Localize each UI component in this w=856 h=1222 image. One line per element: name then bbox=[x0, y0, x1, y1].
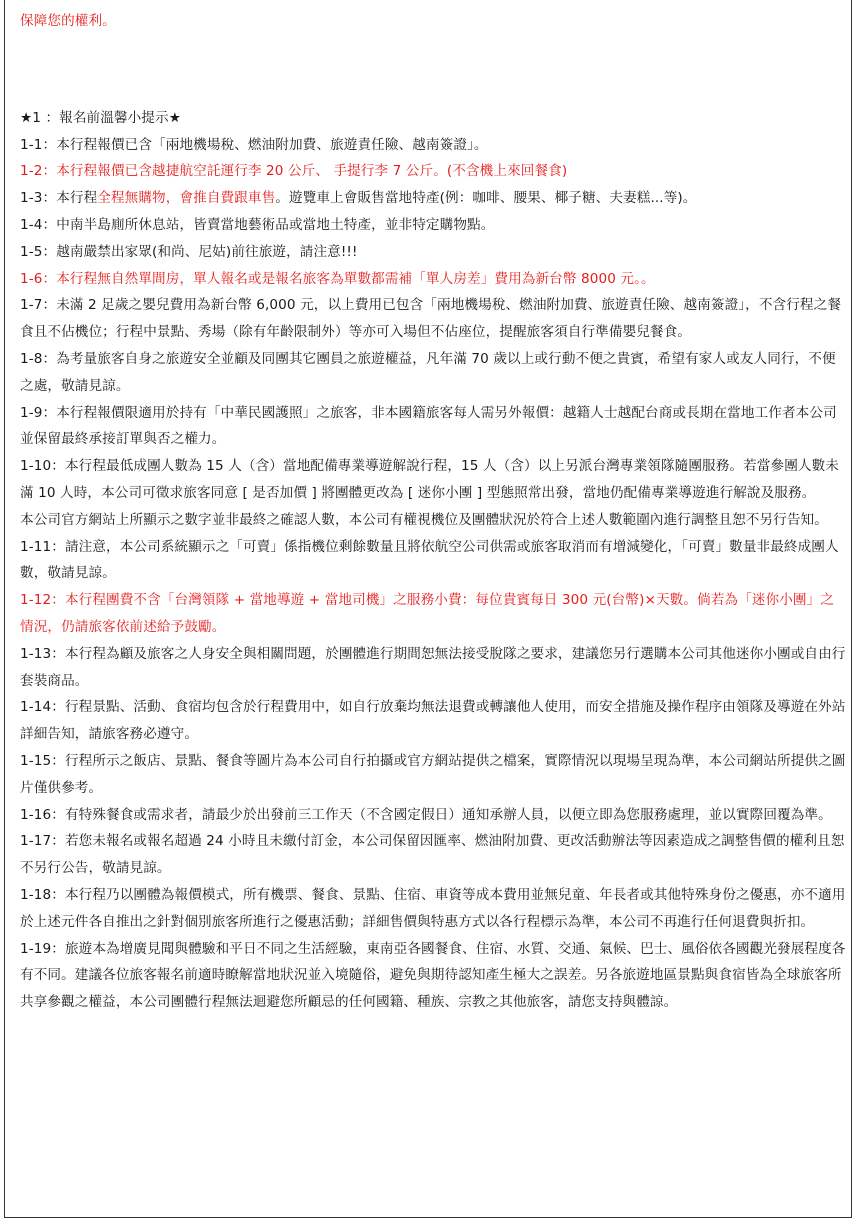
note-item bbox=[20, 802, 846, 829]
note-item bbox=[20, 694, 846, 748]
note-item bbox=[20, 239, 846, 266]
note-text: 1-5：越南嚴禁出家眾(和尚、尼姑)前往旅遊，請注意!!! bbox=[20, 243, 358, 260]
notes-list bbox=[20, 132, 846, 1016]
note-text: 1-16：有特殊餐食或需求者，請最少於出發前三工作天（不含國定假日）通知承辦人員，以便立即為您服務處理，並以實際回覆為準。 bbox=[20, 806, 832, 823]
note-item bbox=[20, 748, 846, 802]
note-text: 1-13：本行程為顧及旅客之人身安全與相關問題，於團體進行期間恕無法接受脫隊之要求，建議您另行選購本公司其他迷你小團或自由行套裝商品。 bbox=[20, 645, 846, 689]
note-text: 1-3：本行程 bbox=[20, 190, 98, 207]
note-highlight: 全程無購物，會推自費跟車售 bbox=[97, 190, 276, 207]
note-text: 1-19：旅遊本為增廣見聞與體驗和平日不同之生活經驗，東南亞各國餐食、住宿、水質、交通、氣候、巴士、風俗依各國觀光發展程度各有不同。建議各位旅客報名前適時瞭解當地狀況並入境隨俗，避免與期待認知產生極大之誤差。另各旅遊地區景點與食宿皆為全球旅客所共享參觀之權益，本公司團體行程無法迴避您所顧忌的任何國籍、種族、宗教之其他旅客，請您支持與體諒。 bbox=[20, 940, 846, 1011]
note-text: 1-10：本行程最低成團人數為 15 人（含）當地配備專業導遊解說行程，15 人（含）以上另派台灣專業領隊隨團服務。若當參團人數未滿 10 人時，本公司可徵求旅客同意 [ 是否加價 ] 將團體更改為 [ 迷你小團 ] 型態照常出發，當地仍配備專業導遊進行解說及服務。 bbox=[20, 458, 839, 501]
note-text: 1-4：中南半島廁所休息站，皆賣當地藝術品或當地土特產，並非特定購物點。 bbox=[20, 216, 495, 233]
notice-content bbox=[20, 8, 846, 1016]
note-highlight: 1-12：本行程團費不含「台灣領隊 + 當地導遊 + 當地司機」之服務小費：每位貴賓每日 300 元(台幣)×天數。倘若為「迷你小團」之情況，仍請旅客依前述給予鼓勵。 bbox=[20, 592, 834, 635]
note-item bbox=[20, 453, 846, 507]
note-highlight: 報價已含越捷航空託運行李 20 公斤、 手提行李 7 公斤。(不含機上來回餐食) bbox=[97, 163, 568, 180]
note-item bbox=[20, 266, 846, 293]
note-item bbox=[20, 212, 846, 239]
note-item bbox=[20, 828, 846, 882]
note-text: 1-18：本行程乃以團體為報價模式，所有機票、餐食、景點、住宿、車資等成本費用並無兒童、年長者或其他特殊身份之優惠，亦不適用於上述元件各自推出之針對個別旅客所進行之優惠活動；詳細售價與特惠方式以各行程標示為準，本公司不再進行任何退費與折扣。 bbox=[20, 886, 846, 930]
note-text: 1-9：本行程報價限適用於持有「中華民國護照」之旅客，非本國籍旅客每人需另外報價：越籍人士越配台商或長期在當地工作者本公司並保留最終承接訂單與否之權力。 bbox=[20, 404, 837, 448]
note-text: 1-11：請注意，本公司系統顯示之「可賣」係指機位剩餘數量且將依航空公司供需或旅客取消而有增減變化，「可賣」數量非最終成團人數，敬請見諒。 bbox=[20, 538, 839, 582]
spacer bbox=[20, 35, 846, 105]
note-item bbox=[20, 158, 846, 185]
note-item bbox=[20, 292, 846, 346]
note-text: 1-17：若您未報名或報名超過 24 小時且未繳付訂金，本公司保留因匯率、燃油附加費、更改活動辦法等因素造成之調整售價的權利且恕不另行公告，敬請見諒。 bbox=[20, 833, 845, 877]
note-item bbox=[20, 641, 846, 695]
note-text: 1-8：為考量旅客自身之旅遊安全並顧及同團其它團員之旅遊權益，凡年滿 70 歲以上或行動不便之貴賓，希望有家人或友人同行，不便之處，敬請見諒。 bbox=[20, 350, 836, 394]
section-heading: ★1 ：報名前溫馨小提示★ bbox=[20, 109, 181, 126]
note-text: 1-14：行程景點、活動、食宿均包含於行程費用中，如自行放棄均無法退費或轉讓他人使用，而安全措施及操作程序由領隊及導遊在外站詳細告知，請旅客務必遵守。 bbox=[20, 699, 846, 743]
note-item bbox=[20, 132, 846, 159]
note-text: 1-15：行程所示之飯店、景點、餐食等圖片為本公司自行拍攝或官方網站提供之檔案，實際情況以現場呈現為準，本公司網站所提供之圖片僅供參考。 bbox=[20, 752, 846, 796]
note-item bbox=[20, 507, 846, 534]
note-item bbox=[20, 185, 846, 212]
note-item bbox=[20, 882, 846, 936]
note-text: 本公司官方網站上所顯示之數字並非最終之確認人數，本公司有權視機位及團體狀況於符合上述人數範圍內進行調整且恕不另行告知。 bbox=[20, 511, 828, 528]
note-item bbox=[20, 346, 846, 400]
note-text: 1-7：未滿 2 足歲之嬰兒費用為新台幣 6,000 元，以上費用已包含「兩地機場稅、燃油附加費、旅遊責任險、越南簽證」，不含行程之餐食且不佔機位；行程中景點、秀場（除有年齡限制外）等亦可入場但不佔座位，提醒旅客須自行準備嬰兒餐食。 bbox=[20, 297, 842, 341]
note-text: 。遊覽車上會販售當地特產(例：咖啡、腰果、椰子糖、夫妻糕...等)。 bbox=[275, 190, 697, 207]
note-highlight: 1-2：本行程 bbox=[20, 163, 98, 180]
note-highlight: 1-6：本行程無自然單間房，單人報名或是報名旅客為單數都需補「單人房差」費用為新台幣 8000 元。。 bbox=[20, 270, 655, 287]
note-item bbox=[20, 534, 846, 588]
note-text: 1-1：本行程報價已含「兩地機場稅、燃油附加費、旅遊責任險、越南簽證」。 bbox=[20, 136, 488, 153]
note-item bbox=[20, 936, 846, 1016]
note-item bbox=[20, 587, 846, 641]
rights-line: 保障您的權利。 bbox=[20, 13, 116, 29]
note-item bbox=[20, 400, 846, 454]
